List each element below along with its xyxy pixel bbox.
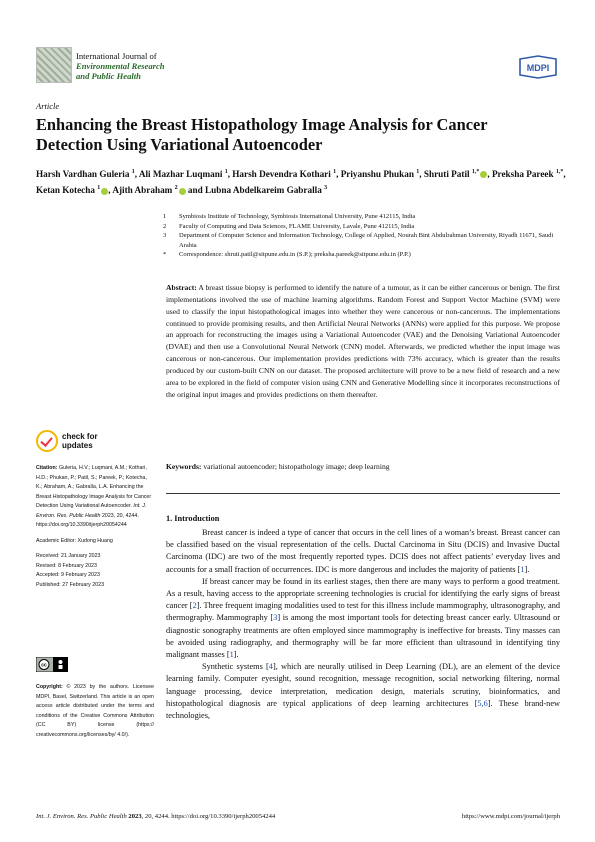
check-updates-line2: updates (62, 441, 93, 450)
keywords-label: Keywords: (166, 462, 202, 471)
article-info-sidebar (36, 464, 154, 590)
footer-year: 2023 (128, 813, 142, 820)
article-title: Enhancing the Breast Histopathology Image Analysis for Cancer Detection Using Variational Autoencoder (36, 115, 488, 154)
author-affiliation-mark: 2 (174, 185, 178, 192)
page-footer (36, 813, 560, 820)
affiliation-item (163, 222, 563, 232)
author-affiliation-mark: 1 (416, 169, 420, 175)
received-date: Received: 21 January 2023 (36, 553, 101, 559)
affiliation-item (163, 212, 563, 222)
author-affiliation-mark: 1 (333, 169, 337, 175)
paragraph-1: Breast cancer is indeed a type of cancer that occurs in the cell lines of a woman’s breast. Breast cancer can be classified based on the visual representation of the cells. Ductal Carcinoma in Situ (DCIS) and Invasive Ductal Carcinoma (IDC) are two of the most frequently reported types. DCIS does not affect patients’ everyday lives and accounts for a small fraction of occurrences. IDC is more dangerous and includes the majority of patients [1]. (166, 528, 560, 574)
author-affiliation-mark: 1 (97, 185, 101, 192)
citation-link[interactable]: 5,6 (477, 698, 488, 708)
affiliation-text: Department of Computer Science and Information Technology, College of Applied, Nourah Bint Abdulrahman University, Riyadh 11671, Saudi Arabia (179, 232, 554, 249)
affiliations (163, 212, 563, 260)
orcid-icon[interactable] (101, 188, 108, 195)
section-heading-introduction: 1. Introduction (166, 514, 220, 523)
keywords-text: variational autoencoder; histopathology image; deep learning (203, 462, 390, 471)
citation-link[interactable]: 2 (192, 601, 197, 611)
author-name[interactable]: Ali Mazhar Luqmani (138, 169, 223, 180)
copyright-label: Copyright: (36, 684, 63, 690)
article-type: Article (36, 101, 60, 111)
keywords (166, 462, 560, 471)
section-divider (166, 493, 560, 494)
abstract-label: Abstract: (166, 283, 197, 292)
svg-text:cc: cc (41, 662, 47, 669)
affiliation-mark: * (163, 251, 167, 259)
author-name[interactable]: Priyanshu Phukan (340, 169, 414, 180)
author-name[interactable]: Shruti Patil (423, 169, 470, 180)
citation-link[interactable]: 1 (229, 650, 234, 660)
abstract (166, 282, 560, 400)
abstract-text: A breast tissue biopsy is performed to identify the nature of a tumour, as it can be either cancerous or benign. The first implementations involved the use of machine learning algorithms. Random Forest and Support Vector Machine (SVM) were used to classify the input histopathological images into whether they were cancerous or non-cancerous. The implementations continued to provide promising results, and then Artificial Neural Networks (ANNs) were applied for this purpose. We propose an approach for reconstructing the images using a Variational Autoencoder (VAE) and the Denoising Variational Autoencoder (DVAE) and then use a Convolutional Neural Network (CNN) model. Afterwards, we predicted whether the input image was cancerous or non-cancerous. Our implementation provides predictions with 73% accuracy, which is greater than the results produced by our custom-built CNN on our dataset. The proposed architecture will prove to be a new field of research and a new area to be explored in the field of computer vision using CNN and Generative Modelling since it incorporates reconstructions of the original input images and provides predictions on them thereafter. (166, 283, 561, 399)
orcid-icon[interactable] (480, 171, 487, 178)
author-name[interactable]: Harsh Vardhan Guleria (36, 169, 130, 180)
citation-text: Guleria, H.V.; Luqmani, A.M.; Kothari, H.D.; Phukan, P.; Patil, S.; Pareek, P.; Kotecha, K.; Abraham, A.; Gabralla, L.A. Enhancing the Breast Histopathology Image Analysis for Cancer Detection Using Variational Autoencoder. (36, 465, 152, 509)
footer-journal-url[interactable]: https://www.mdpi.com/journal/ijerph (461, 813, 560, 820)
affiliation-item (163, 250, 563, 260)
affiliation-text: Symbiosis Institute of Technology, Symbiosis International University, Pune 412115, India (179, 213, 416, 220)
academic-editor: Academic Editor: Xudong Huang (36, 537, 113, 544)
affiliation-text: Faculty of Computing and Data Sciences, FLAME University, Lavale, Pune 412115, India (179, 222, 415, 230)
paragraph-3: Synthetic systems [4], which are neurally utilised in Deep Learning (DL), are an element of the device learning family. Computer eyesight, sound recognition, message recognition, social networking filtering, normal language processing, device interpretation, medication design, materials scrutiny, bioinformatics, and histopathological diagnosis are typical applications of deep learning architectures [5,6]. These brand-new technologies, (166, 662, 561, 721)
affiliation-mark: 3 (163, 232, 167, 240)
author-affiliation-mark: 1,* (471, 169, 480, 175)
journal-name-line1: International Journal of (76, 51, 157, 61)
check-updates-line1: check for (62, 432, 98, 441)
affiliation-mark: 2 (163, 222, 167, 230)
author-affiliation-mark: 1 (131, 169, 135, 175)
author-name[interactable]: Harsh Devendra Kothari (232, 169, 331, 180)
accepted-date: Accepted: 9 February 2023 (36, 572, 100, 578)
citation-tail[interactable]: 2023, 20, 4244. https://doi.org/10.3390/ijerph20054244 (36, 512, 139, 528)
citation-label: Citation: (36, 465, 58, 471)
journal-name-line2: Environmental Research (76, 61, 165, 71)
check-updates-icon (36, 430, 58, 452)
footer-doi[interactable]: , 20, 4244. https://doi.org/10.3390/ijerph20054244 (141, 813, 276, 820)
copyright-text: © 2023 by the authors. Licensee MDPI, Basel, Switzerland. This article is an open access article distributed under the terms and conditions of the Creative Commons Attribution (CC BY) license (https:// creativecommons.org/licenses/by/ 4.0/). (36, 684, 154, 738)
footer-journal: Int. J. Environ. Res. Public Health (36, 813, 127, 820)
author-affiliation-mark: 3 (324, 185, 328, 192)
journal-logo (36, 47, 72, 83)
check-for-updates-button[interactable] (36, 430, 116, 456)
footer-citation (36, 813, 275, 820)
journal-name-line3: and Public Health (76, 71, 141, 81)
mdpi-logo[interactable] (516, 55, 560, 79)
published-date: Published: 27 February 2023 (36, 581, 105, 588)
author-name[interactable]: Preksha Pareek (491, 169, 554, 180)
affiliation-item (163, 231, 563, 250)
citation-link[interactable]: 1 (520, 564, 525, 574)
citation-link[interactable]: 4 (268, 662, 273, 672)
author-name[interactable]: Ketan Kotecha (36, 185, 95, 196)
author-name[interactable]: Lubna Abdelkareim Gabralla (205, 185, 322, 196)
affiliation-mark: 1 (163, 213, 167, 220)
affiliation-text: Correspondence: shruti.patil@sitpune.edu.in (S.P.); preksha.pareek@sitpune.edu.in (P.P.) (179, 251, 411, 259)
author-affiliation-mark: 1,* (555, 169, 564, 175)
orcid-icon[interactable] (179, 188, 186, 195)
introduction-body (166, 527, 560, 722)
author-list: Harsh Vardhan Guleria $^1$, Ali Mazhar Luqmani $^1$, Harsh Devendra Kothari $^1$, Priyanshu Phukan $^1$, Shruti Patil $^{1,*}$ , Preksha Pareek $^{1,*}$, Ketan Kotecha $^1$ , Ajith Abraham $^2$ and Lubna Abdelkareim Gabralla $^3$ (36, 169, 566, 196)
citation (36, 464, 154, 531)
journal-name (76, 51, 236, 81)
mdpi-logo-text: MDPI (526, 63, 550, 73)
citation-journal: Int. J. Environ. Res. Public Health (36, 503, 147, 519)
cc-by-license-icon[interactable] (36, 657, 68, 672)
citation-link[interactable]: 3 (273, 613, 278, 623)
revised-date: Revised: 8 February 2023 (36, 562, 97, 569)
copyright-notice (36, 683, 154, 741)
paragraph-2: If breast cancer may be found in its earliest stages, then there are many ways to perform a good treatment. As a result, having access to the appropriate screening technologies is crucial for identifying the early signs of breast cancer [2]. Three frequent imaging modalities used to test for this illness include mammography, ultrasonography, and thermography. Mammography [3] is among the most important tools for detecting breast cancer early. Ultrasound or diagnostic sonography treatments are often employed since mammography is ineffective for breasts. Tiny masses can be avoided using radiography, and thermography will be far more efficient than ultrasound in identifying tiny malignant masses [1]. (166, 576, 560, 660)
check-updates-text (62, 432, 98, 450)
author-affiliation-mark: 1 (224, 169, 228, 175)
author-name[interactable]: Ajith Abraham (112, 185, 173, 196)
